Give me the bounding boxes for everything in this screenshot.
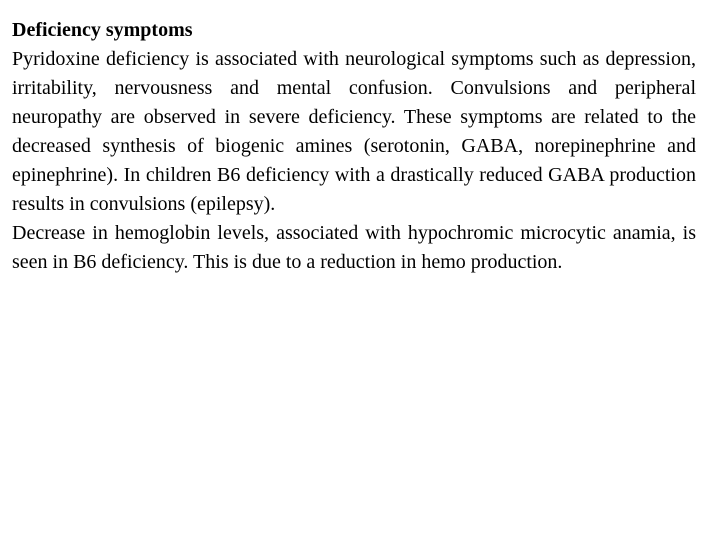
- paragraph-hemoglobin-symptoms: Decrease in hemoglobin levels, associated with hypochromic microcytic anamia, is seen in B6 deficiency. This is due to a reduction in hemo production.: [12, 222, 696, 273]
- document-body: [12, 16, 696, 277]
- paragraph-neurological-symptoms: Pyridoxine deficiency is associated with neurological symptoms such as depression, irritability, nervousness and mental confusion. Convulsions and peripheral neuropathy are observed in severe deficiency. These symptoms are related to the decreased synthesis of biogenic amines (serotonin, GABA, norepinephrine and epinephrine). In children B6 deficiency with a drastically reduced GABA production results in convulsions (epilepsy).: [12, 48, 696, 215]
- section-heading: Deficiency symptoms: [12, 19, 193, 41]
